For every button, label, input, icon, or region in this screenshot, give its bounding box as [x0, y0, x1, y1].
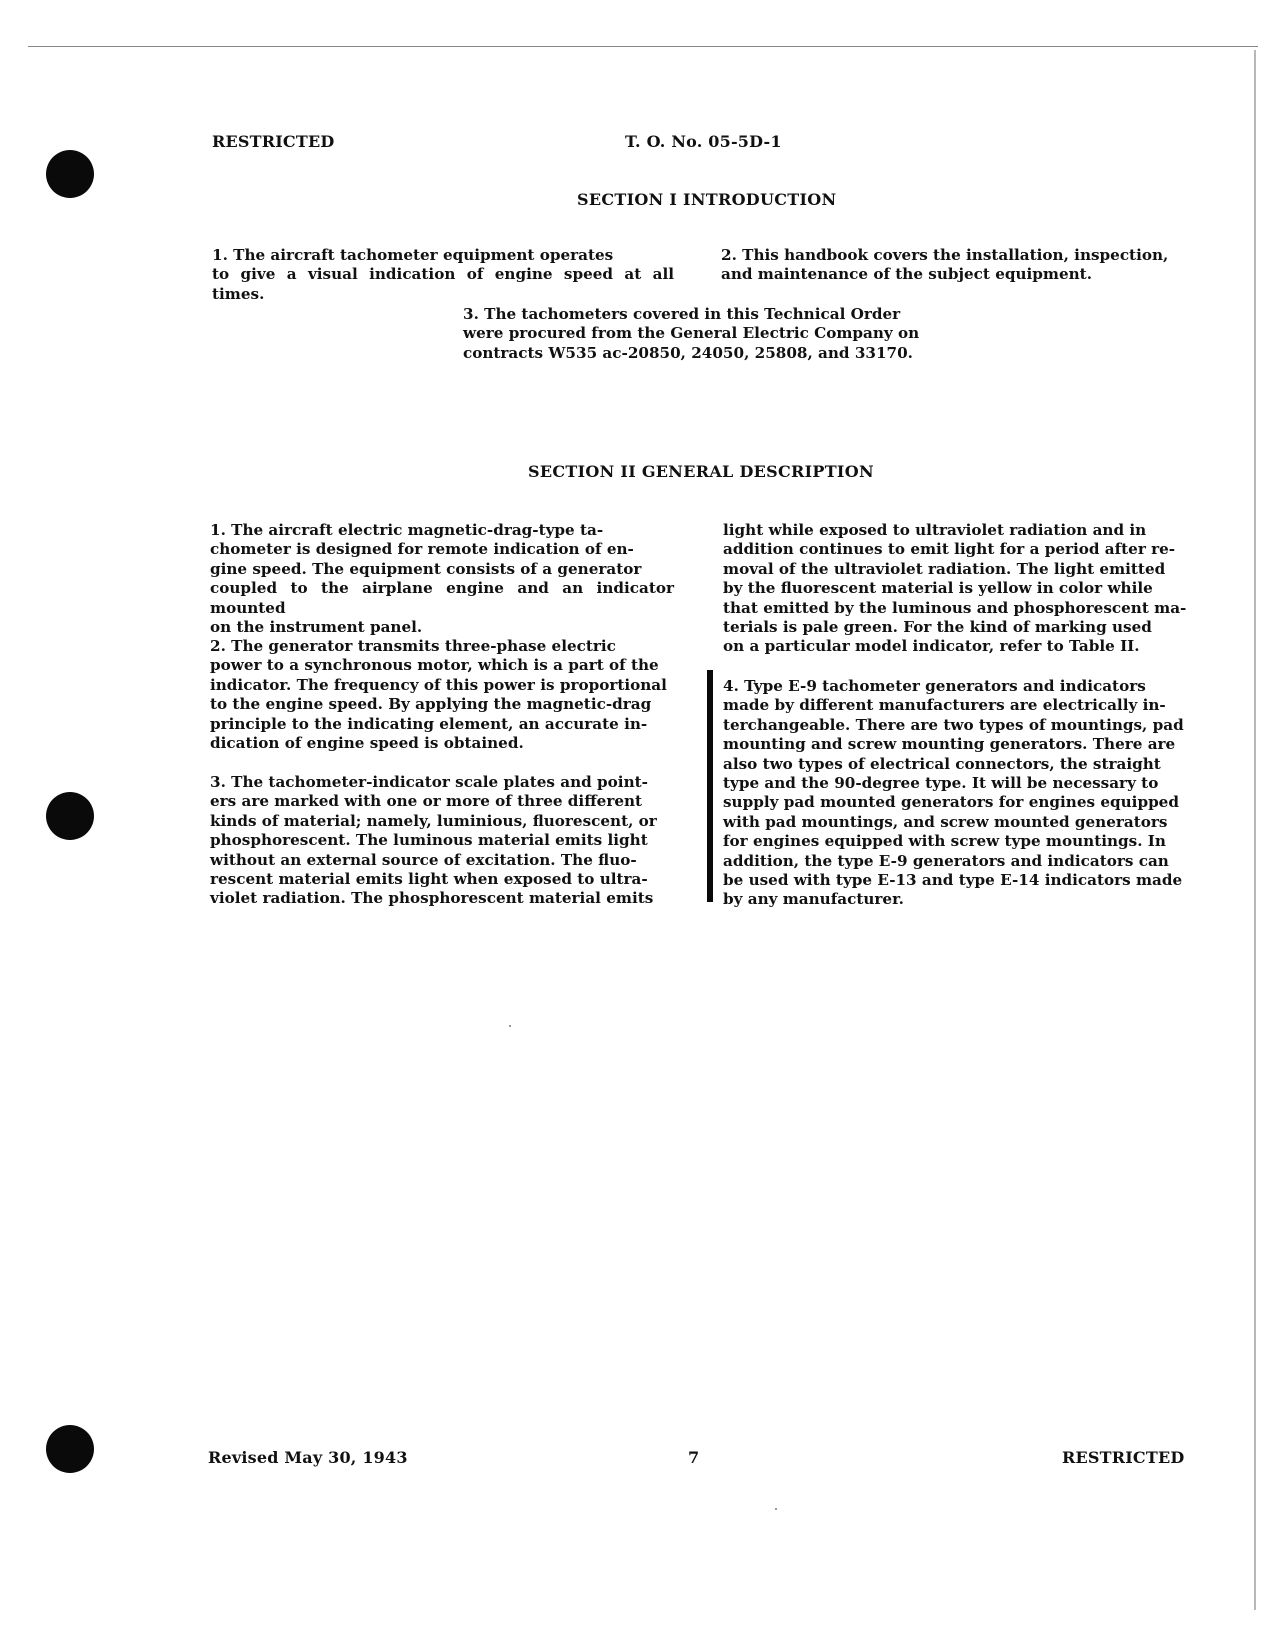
section-2-paragraph-3-continued: light while exposed to ultraviolet radiation and in addition continues to emit light for a period after re- moval of the ultraviolet radiation. The light emitted by the fluorescent material is yellow in color while that emitted by the luminous and phosphorescent ma- terials is pale green. For the kind of marking used on a particular model indicator, refer to Table II. [723, 521, 1187, 656]
binder-hole-middle [46, 792, 94, 840]
scan-speck [509, 1025, 511, 1027]
section-1-paragraph-1: 1. The aircraft tachometer equipment operates to give a visual indication of engine speed at all times. [212, 246, 674, 303]
binder-hole-top [46, 150, 94, 198]
header-document-number: T. O. No. 05-5D-1 [625, 132, 782, 151]
header-classification: RESTRICTED [212, 132, 335, 151]
page-edge-line [1254, 50, 1256, 1610]
section-1-paragraph-3: 3. The tachometers covered in this Technical Order were procured from the General Electric Company on contracts W535 ac-20850, 24050, 25808, and 33170. [463, 305, 920, 362]
footer-page-number: 7 [688, 1448, 700, 1467]
section-2-paragraph-3: 3. The tachometer-indicator scale plates and point- ers are marked with one or more of three different kinds of material; namely, luminious, fluorescent, or phosphorescent. The luminous material emits light without an external source of excitation. The fluo- rescent material emits light when exposed to ultra- violet radiation. The phosphorescent material emits [210, 773, 657, 908]
footer-revision-date: Revised May 30, 1943 [208, 1448, 408, 1467]
section-1-paragraph-2: 2. This handbook covers the installation, inspection, and maintenance of the subject equipment. [721, 246, 1169, 284]
section-2-title: SECTION II GENERAL DESCRIPTION [528, 462, 874, 481]
section-1-title: SECTION I INTRODUCTION [577, 190, 837, 209]
section-2-paragraph-2: 2. The generator transmits three-phase electric power to a synchronous motor, which is a part of the indicator. The frequency of this power is proportional to the engine speed. By applying the magnetic-drag principle to the indicating element, an accurate in- dication of engine speed is obtained. [210, 637, 667, 753]
section-2-paragraph-4: 4. Type E-9 tachometer generators and indicators made by different manufacturers are electrically in- terchangeable. There are two types of mountings, pad mounting and screw mounting generators. There are also two types of electrical connectors, the straight type and the 90-degree type. It will be necessary to supply pad mounted generators for engines equipped with pad mountings, and screw mounted generators for engines equipped with screw type mountings. In addition, the type E-9 generators and indicators can be used with type E-13 and type E-14 indicators made by any manufacturer. [723, 677, 1184, 909]
section-2-paragraph-1: 1. The aircraft electric magnetic-drag-type ta- chometer is designed for remote indication of en- gine speed. The equipment consists of a generator coupled to the airplane engine and an indicator mounted on the instrument panel. [210, 521, 674, 637]
footer-classification: RESTRICTED [1062, 1448, 1185, 1467]
binder-hole-bottom [46, 1425, 94, 1473]
revision-change-bar [707, 670, 713, 902]
scan-speck [775, 1508, 777, 1510]
top-scan-rule [28, 46, 1258, 47]
